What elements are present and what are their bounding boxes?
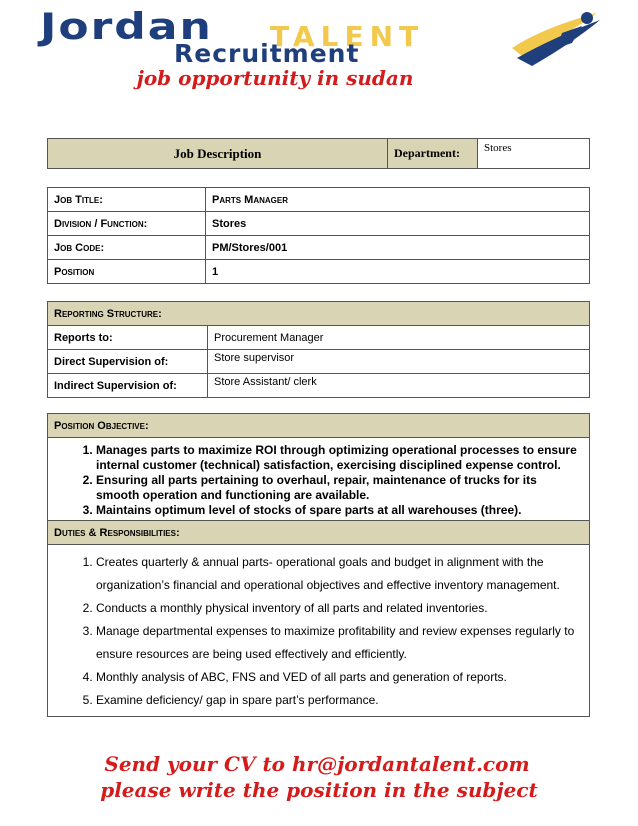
table-row <box>48 326 590 350</box>
list-item: 1. Creates quarterly & annual parts- operational goals and budget in alignment with the organization’s financial and operational objectives and effective inventory management. <box>96 551 579 597</box>
job-title-label: Job Title: <box>48 188 206 212</box>
header-table <box>47 138 590 169</box>
table-row <box>48 236 590 260</box>
list-item: 3. Maintains optimum level of stocks of spare parts at all warehouses (three). <box>96 503 579 518</box>
direct-supervision-value: Store supervisor <box>208 350 590 374</box>
logo-brand-sub: Recruitment <box>174 39 360 68</box>
running-person-icon <box>502 8 602 68</box>
objective-duties-table <box>47 413 590 717</box>
objective-list <box>48 438 589 520</box>
logo-brand-accent: TALENT <box>270 20 425 53</box>
job-code-label: Job Code: <box>48 236 206 260</box>
list-item: 4. Monthly analysis of ABC, FNS and VED of all parts and generation of reports. <box>96 666 579 689</box>
logo-brand-main: Jordan <box>40 6 213 49</box>
duties-heading: Duties & Responsibilities: <box>48 521 590 545</box>
direct-supervision-label: Direct Supervision of: <box>48 350 208 374</box>
reporting-heading: Reporting Structure: <box>48 302 590 326</box>
table-row <box>48 350 590 374</box>
duties-cell <box>48 545 590 717</box>
department-label: Department: <box>388 139 478 169</box>
indirect-supervision-label: Indirect Supervision of: <box>48 374 208 398</box>
table-row <box>48 260 590 284</box>
division-value: Stores <box>206 212 590 236</box>
list-item: 2. Conducts a monthly physical inventory of all parts and related inventories. <box>96 597 579 620</box>
job-opportunity-headline: job opportunity in sudan <box>136 66 414 90</box>
list-item: 2. Ensuring all parts pertaining to overhaul, repair, maintenance of trucks for its smooth operation and functioning are available. <box>96 473 579 503</box>
list-item: 5. Examine deficiency/ gap in spare part’s performance. <box>96 689 579 712</box>
position-label: Position <box>48 260 206 284</box>
objective-heading: Position Objective: <box>48 414 590 438</box>
company-logo <box>40 8 600 70</box>
send-cv-line: Send your CV to hr@jordantalent.com <box>104 752 530 776</box>
job-code-value: PM/Stores/001 <box>206 236 590 260</box>
list-item: 1. Manages parts to maximize ROI through optimizing operational processes to ensure internal customer (technical) satisfaction, exercising disciplined expense control. <box>96 443 579 473</box>
reports-to-label: Reports to: <box>48 326 208 350</box>
division-label: Division / Function: <box>48 212 206 236</box>
reporting-structure-table <box>47 301 590 398</box>
department-value: Stores <box>478 139 590 169</box>
table-row <box>48 374 590 398</box>
subject-instruction-line: please write the position in the subject <box>100 778 538 802</box>
list-item: 3. Manage departmental expenses to maximize profitability and review expenses regularly to ensure resources are being used effectively and efficiently. <box>96 620 579 666</box>
position-value: 1 <box>206 260 590 284</box>
page-title: Job Description <box>48 139 388 169</box>
table-row <box>48 212 590 236</box>
reports-to-value: Procurement Manager <box>208 326 590 350</box>
job-title-value: Parts Manager <box>206 188 590 212</box>
job-info-table <box>47 187 590 284</box>
duties-list <box>48 545 589 716</box>
objective-cell <box>48 438 590 521</box>
indirect-supervision-value: Store Assistant/ clerk <box>208 374 590 398</box>
table-row <box>48 188 590 212</box>
